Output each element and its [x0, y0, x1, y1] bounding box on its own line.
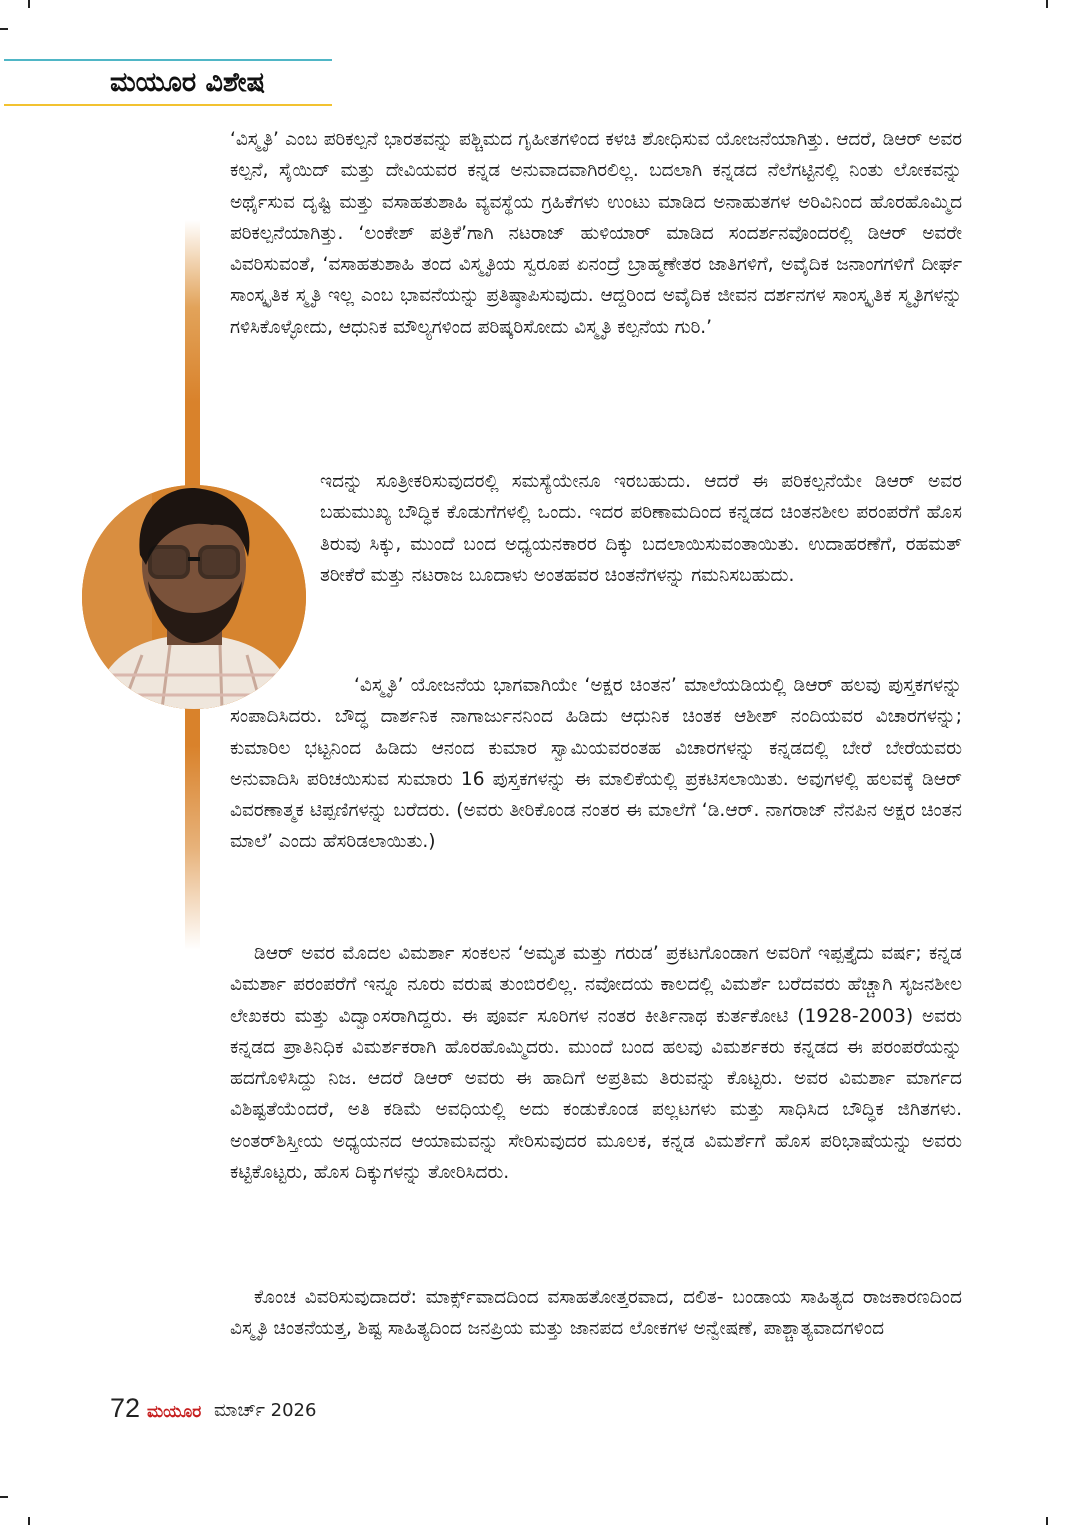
crop-mark: [1046, 0, 1048, 8]
crop-mark: [28, 0, 30, 8]
article-paragraph-3: ‘ವಿಸ್ಮೃತಿ’ ಯೋಜನೆಯ ಭಾಗವಾಗಿಯೇ ‘ಅಕ್ಷರ ಚಿಂತನ’ ಮಾಲೆಯಡಿಯಲ್ಲಿ ಡಿಆರ್ ಹಲವು ಪುಸ್ತಕಗಳನ್ನು ಸಂಪಾದಿಸಿದರು. ಬೌದ್ಧ ದಾರ್ಶನಿಕ ನಾಗಾರ್ಜುನನಿಂದ ಹಿಡಿದು ಆಧುನಿಕ ಚಿಂತಕ ಆಶೀಶ್ ನಂದಿಯವರ ವಿಚಾರಗಳನ್ನು; ಕುಮಾರಿಲ ಭಟ್ಟನಿಂದ ಹಿಡಿದು ಆನಂದ ಕುಮಾರ ಸ್ವಾಮಿಯವರಂತಹ ವಿಚಾರಗಳನ್ನು ಕನ್ನಡದಲ್ಲಿ ಬೇರೆ ಬೇರೆಯವರು ಅನುವಾದಿಸಿ ಪರಿಚಯಿಸುವ ಸುಮಾರು 16 ಪುಸ್ತಕಗಳನ್ನು ಈ ಮಾಲಿಕೆಯಲ್ಲಿ ಪ್ರಕಟಿಸಲಾಯಿತು. ಅವುಗಳಲ್ಲಿ ಹಲವಕ್ಕೆ ಡಿಆರ್ ವಿವರಣಾತ್ಮಕ ಟಿಪ್ಪಣಿಗಳನ್ನು ಬರೆದರು. (ಅವರು ತೀರಿಕೊಂಡ ನಂತರ ಈ ಮಾಲೆಗೆ ‘ಡಿ.ಆರ್. ನಾಗರಾಜ್ ನೆನಪಿನ ಅಕ್ಷರ ಚಿಂತನ ಮಾಲೆ’ ಎಂದು ಹೆಸರಿಡಲಾಯಿತು.): [230, 675, 962, 853]
magazine-brand: ಮಯೂರ: [147, 1402, 202, 1422]
article-paragraph-1: ‘ವಿಸ್ಮೃತಿ’ ಎಂಬ ಪರಿಕಲ್ಪನೆ ಭಾರತವನ್ನು ಪಶ್ಚಿಮದ ಗೃಹೀತಗಳಿಂದ ಕಳಚಿ ಶೋಧಿಸುವ ಯೋಜನೆಯಾಗಿತ್ತು. ಆದರೆ, ಡಿಆರ್ ಅವರ ಕಲ್ಪನೆ, ಸೈಯಿದ್ ಮತ್ತು ದೇವಿಯವರ ಕನ್ನಡ ಅನುವಾದವಾಗಿರಲಿಲ್ಲ. ಬದಲಾಗಿ ಕನ್ನಡದ ನೆಲೆಗಟ್ಟಿನಲ್ಲಿ ನಿಂತು ಲೋಕವನ್ನು ಅರ್ಥೈಸುವ ದೃಷ್ಟಿ ಮತ್ತು ವಸಾಹತುಶಾಹಿ ವ್ಯವಸ್ಥೆಯ ಗ್ರಹಿಕೆಗಳು ಉಂಟು ಮಾಡಿದ ಅನಾಹುತಗಳ ಅರಿವಿನಿಂದ ಹೊರಹೊಮ್ಮಿದ ಪರಿಕಲ್ಪನೆಯಾಗಿತ್ತು. ‘ಲಂಕೇಶ್ ಪತ್ರಿಕೆ’ಗಾಗಿ ನಟರಾಜ್ ಹುಳಿಯಾರ್ ಮಾಡಿದ ಸಂದರ್ಶನವೊಂದರಲ್ಲಿ ಡಿಆರ್ ಅವರೇ ವಿವರಿಸುವಂತೆ, ‘ವಸಾಹತುಶಾಹಿ ತಂದ ವಿಸ್ಮೃತಿಯ ಸ್ವರೂಪ ಏನಂದ್ರೆ ಬ್ರಾಹ್ಮಣೇತರ ಜಾತಿಗಳಿಗೆ, ಅವೈದಿಕ ಜನಾಂಗಗಳಿಗೆ ದೀರ್ಘ ಸಾಂಸ್ಕೃತಿಕ ಸ್ಮೃತಿ ಇಲ್ಲ ಎಂಬ ಭಾವನೆಯನ್ನು ಪ್ರತಿಷ್ಠಾಪಿಸುವುದು. ಆದ್ದರಿಂದ ಅವೈದಿಕ ಜೀವನ ದರ್ಶನಗಳ ಸಾಂಸ್ಕೃತಿಕ ಸ್ಮೃತಿಗಳನ್ನು ಗಳಿಸಿಕೊಳ್ಳೋದು, ಆಧುನಿಕ ಮೌಲ್ಯಗಳಿಂದ ಪರಿಷ್ಕರಿಸೋದು ವಿಸ್ಮೃತಿ ಕಲ್ಪನೆಯ ಗುರಿ.’: [230, 129, 962, 338]
crop-mark: [0, 28, 8, 30]
header-rule-top: [4, 59, 332, 61]
article-paragraph-5: ಕೊಂಚ ವಿವರಿಸುವುದಾದರೆ: ಮಾರ್ಕ್ಸ್‌ವಾದದಿಂದ ವಸಾಹತೋತ್ತರವಾದ, ದಲಿತ- ಬಂಡಾಯ ಸಾಹಿತ್ಯದ ರಾಜಕಾರಣದಿಂದ ವಿಸ್ಮೃತಿ ಚಿಂತನೆಯತ್ತ, ಶಿಷ್ಟ ಸಾಹಿತ್ಯದಿಂದ ಜನಪ್ರಿಯ ಮತ್ತು ಜಾನಪದ ಲೋಕಗಳ ಅನ್ವೇಷಣೆ, ಪಾಶ್ಚಾತ್ಯವಾದಗಳಿಂದ: [230, 1287, 962, 1340]
header-rule-bottom: [4, 104, 332, 106]
crop-mark: [0, 1496, 8, 1498]
crop-mark: [28, 1517, 30, 1525]
section-title: ಮಯೂರ ವಿಶೇಷ: [110, 67, 265, 98]
issue-date: ಮಾರ್ಚ್ 2026: [214, 1400, 317, 1421]
page-number: 72: [110, 1393, 141, 1423]
article-paragraph-4: ಡಿಆರ್ ಅವರ ಮೊದಲ ವಿಮರ್ಶಾ ಸಂಕಲನ ‘ಅಮೃತ ಮತ್ತು ಗರುಡ’ ಪ್ರಕಟಗೊಂಡಾಗ ಅವರಿಗೆ ಇಪ್ಪತ್ತೈದು ವರ್ಷ; ಕನ್ನಡ ವಿಮರ್ಶಾ ಪರಂಪರೆಗೆ ಇನ್ನೂ ನೂರು ವರುಷ ತುಂಬಿರಲಿಲ್ಲ. ನವೋದಯ ಕಾಲದಲ್ಲಿ ವಿಮರ್ಶೆ ಬರೆದವರು ಹೆಚ್ಚಾಗಿ ಸೃಜನಶೀಲ ಲೇಖಕರು ಮತ್ತು ವಿದ್ವಾಂಸರಾಗಿದ್ದರು. ಈ ಪೂರ್ವ ಸೂರಿಗಳ ನಂತರ ಕೀರ್ತಿನಾಥ ಕುರ್ತಕೋಟಿ (1928-2003) ಅವರು ಕನ್ನಡದ ಪ್ರಾತಿನಿಧಿಕ ವಿಮರ್ಶಕರಾಗಿ ಹೊರಹೊಮ್ಮಿದರು. ಮುಂದೆ ಬಂದ ಹಲವು ವಿಮರ್ಶಕರು ಕನ್ನಡದ ಈ ಪರಂಪರೆಯನ್ನು ಹದಗೊಳಿಸಿದ್ದು ನಿಜ. ಆದರೆ ಡಿಆರ್ ಅವರು ಈ ಹಾದಿಗೆ ಅಪ್ರತಿಮ ತಿರುವನ್ನು ಕೊಟ್ಟರು. ಅವರ ವಿಮರ್ಶಾ ಮಾರ್ಗದ ವಿಶಿಷ್ಟತೆಯೆಂದರೆ, ಅತಿ ಕಡಿಮೆ ಅವಧಿಯಲ್ಲಿ ಅದು ಕಂಡುಕೊಂಡ ಪಲ್ಲಟಗಳು ಮತ್ತು ಸಾಧಿಸಿದ ಬೌದ್ಧಿಕ ಜಿಗಿತಗಳು. ಅಂತರ್‌ಶಿಸ್ತೀಯ ಅಧ್ಯಯನದ ಆಯಾಮವನ್ನು ಸೇರಿಸುವುದರ ಮೂಲಕ, ಕನ್ನಡ ವಿಮರ್ಶೆಗೆ ಹೊಸ ಪರಿಭಾಷೆಯನ್ನು ಅವರು ಕಟ್ಟಿಕೊಟ್ಟರು, ಹೊಸ ದಿಕ್ಕುಗಳನ್ನು ತೋರಿಸಿದರು.: [230, 943, 962, 1184]
crop-mark: [1046, 1517, 1048, 1525]
article-paragraph-2: ಇದನ್ನು ಸೂತ್ರೀಕರಿಸುವುದರಲ್ಲಿ ಸಮಸ್ಯೆಯೇನೂ ಇರಬಹುದು. ಆದರೆ ಈ ಪರಿಕಲ್ಪನೆಯೇ ಡಿಆರ್ ಅವರ ಬಹುಮುಖ್ಯ ಬೌದ್ಧಿಕ ಕೊಡುಗೆಗಳಲ್ಲಿ ಒಂದು. ಇದರ ಪರಿಣಾಮದಿಂದ ಕನ್ನಡದ ಚಿಂತನಶೀಲ ಪರಂಪರೆಗೆ ಹೊಸ ತಿರುವು ಸಿಕ್ಕು, ಮುಂದೆ ಬಂದ ಅಧ್ಯಯನಕಾರರ ದಿಕ್ಕು ಬದಲಾಯಿಸುವಂತಾಯಿತು. ಉದಾಹರಣೆಗೆ, ರಹಮತ್ ತರೀಕೆರೆ ಮತ್ತು ನಟರಾಜ ಬೂದಾಳು ಅಂತಹವರ ಚಿಂತನೆಗಳನ್ನು ಗಮನಿಸಬಹುದು.: [320, 471, 962, 586]
